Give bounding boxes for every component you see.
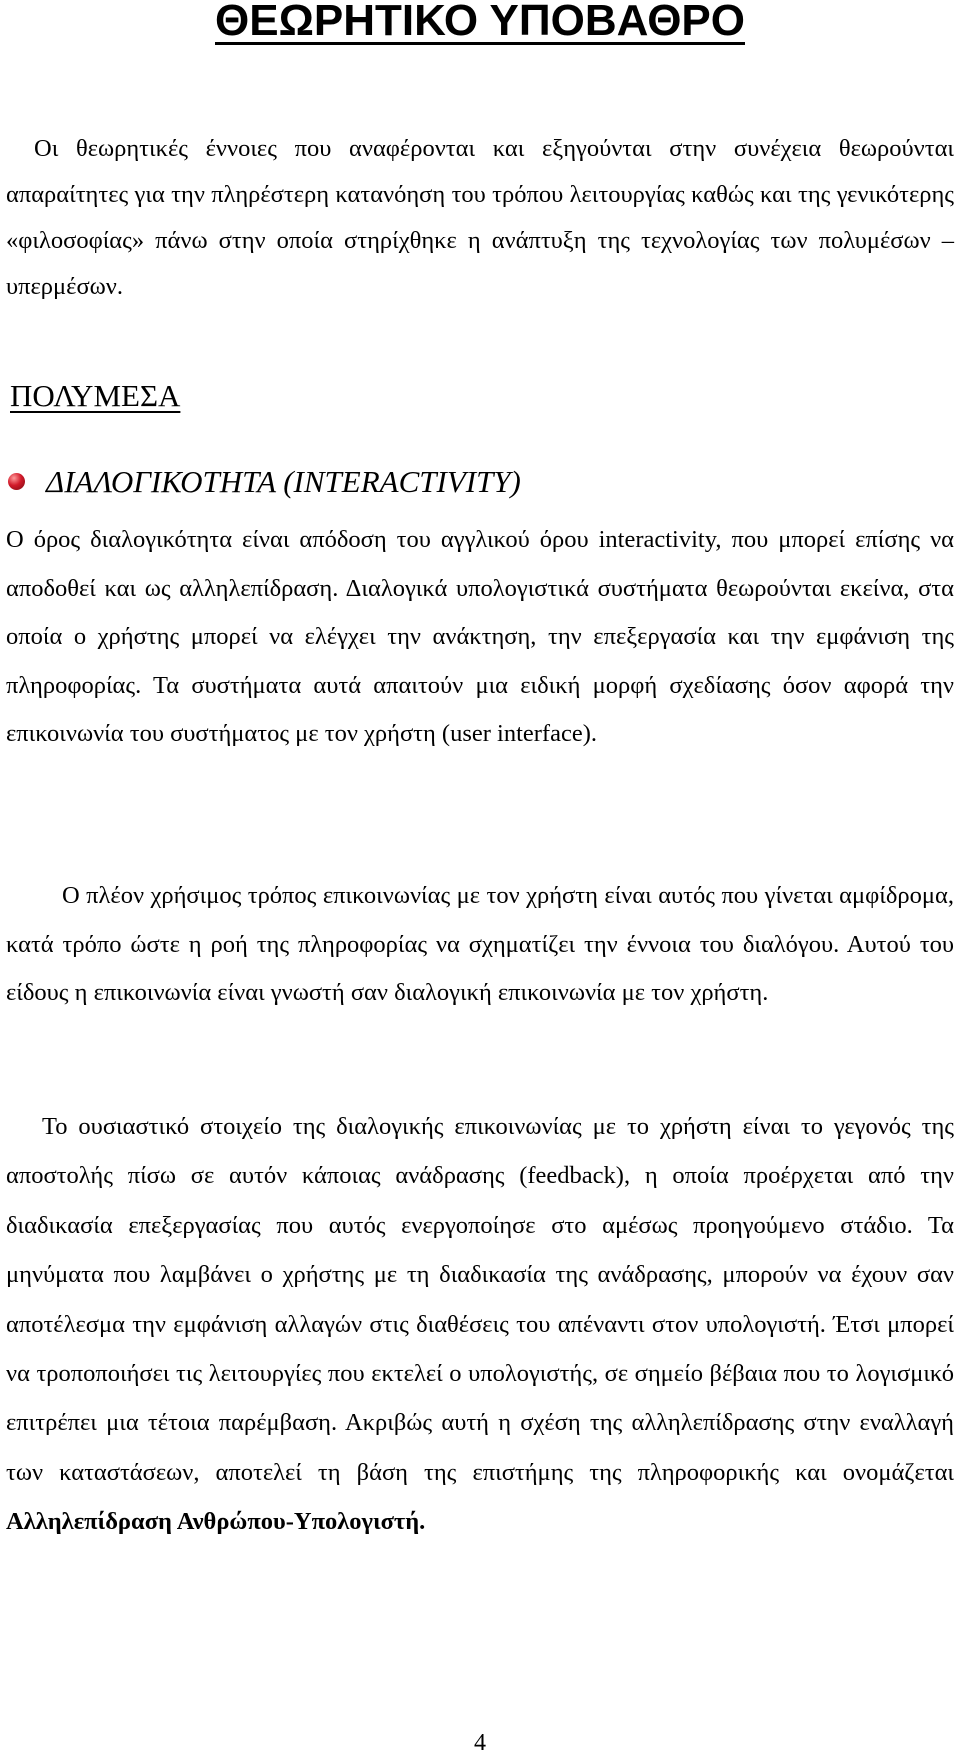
red-sphere-bullet-icon <box>8 473 25 490</box>
page-number: 4 <box>474 1730 486 1756</box>
page-title <box>0 0 960 50</box>
sub-heading: ΔΙΑΛΟΓΙΚΟΤΗΤΑ (INTERACTIVITY) <box>46 464 521 499</box>
intro-paragraph: Οι θεωρητικές έννοιες που αναφέρονται και εξηγούνται στην συνέχεια θεωρούνται απαραίτητες για την πληρέστερη κατανόηση του τρόπου λειτουργίας καθώς και της γενικότερης «φιλοσοφίας» πάνω στην οποία στηρίχθηκε η ανάπτυξη της τεχνολογίας των πολυμέσων – υπερμέσων. <box>6 135 954 300</box>
paragraph-two-way-communication: Ο πλέον χρήσιμος τρόπος επικοινωνίας με τον χρήστη είναι αυτός που γίνεται αμφίδρομα, κατά τρόπο ώστε η ροή της πληροφορίας να σχηματίζει την έννοια του διαλόγου. Αυτού του είδους η επικοινωνία είναι γνωστή σαν διαλογική επικοινωνία με τον χρήστη. <box>6 882 954 1006</box>
paragraph-interactivity-definition: Ο όρος διαλογικότητα είναι απόδοση του αγγλικού όρου interactivity, που μπορεί επίσης να αποδοθεί και ως αλληλεπίδραση. Διαλογικά υπολογιστικά συστήματα θεωρούνται εκείνα, στα οποία ο χρήστης μπορεί να ελέγχει την ανάκτηση, την επεξεργασία και την εμφάνιση της πληροφορίας. Τα συστήματα αυτά απαιτούν μια ειδική μορφή σχεδίασης όσον αφορά την επικοινωνία του συστήματος με τον χρήστη (user interface). <box>6 526 954 748</box>
paragraph-feedback-text: Το ουσιαστικό στοιχείο της διαλογικής επικοινωνίας με το χρήστη είναι το γεγονός της αποστολής πίσω σε αυτόν κάποιας ανάδρασης (feedback), η οποία προέρχεται από την διαδικασία επεξεργασίας που αυτός ενεργοποίησε στο αμέσως προηγούμενο στάδιο. Τα μηνύματα που λαμβάνει ο χρήστης με τη διαδικασία της ανάδρασης, μπορούν να έχουν σαν αποτέλεσμα την εμφάνιση αλλαγών στις διαθέσεις του απέναντι στον υπολογιστή. Έτσι μπορεί να τροποποιήσει τις λειτουργίες που εκτελεί ο υπολογιστής, σε σημείο βέβαια που το λογισμικό επιτρέπει μια τέτοια παρέμβαση. Ακριβώς αυτή η σχέση της αλληλεπίδρασης στην εναλλαγή των καταστάσεων, αποτελεί τη βάση της επιστήμης της πληροφορικής και ονομάζεται <box>6 1113 954 1486</box>
page-title-text: ΘΕΩΡΗΤΙΚΟ ΥΠΟΒΑΘΡΟ <box>215 0 745 45</box>
section-heading: ΠΟΛΥΜΕΣΑ <box>10 378 181 413</box>
paragraph-feedback-bold-term: Αλληλεπίδραση Ανθρώπου-Υπολογιστή. <box>6 1508 426 1536</box>
paragraph-feedback <box>6 1102 954 1547</box>
